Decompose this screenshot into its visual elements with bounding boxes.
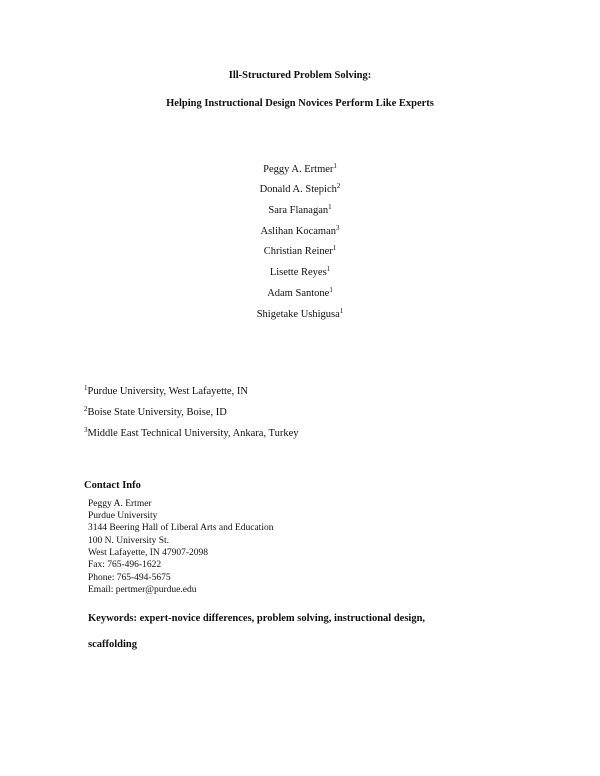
author-item (0, 164, 600, 175)
contact-email: Email: pertmer@purdue.edu (88, 585, 197, 595)
contact-line: Peggy A. Ertmer (88, 499, 152, 509)
contact-line: Fax: 765-496-1622 (88, 560, 162, 570)
author-affiliation-marker: 1 (328, 203, 332, 211)
affiliation-text: Middle East Technical University, Ankara, Turkey (87, 428, 299, 439)
author-name: Peggy A. Ertmer (263, 164, 334, 175)
author-item (0, 184, 600, 195)
affiliation-item (84, 428, 298, 439)
paper-title-line-1: Ill-Structured Problem Solving: (228, 70, 372, 81)
author-affiliation-marker: 3 (336, 224, 340, 232)
author-item (0, 226, 600, 237)
contact-info-heading: Contact Info (84, 480, 141, 491)
author-item (0, 267, 600, 278)
contact-line: West Lafayette, IN 47907-2098 (88, 548, 209, 558)
affiliation-text: Boise State University, Boise, ID (87, 407, 227, 418)
affiliation-marker: 1 (84, 384, 88, 392)
contact-line: 100 N. University St. (88, 536, 170, 546)
author-name: Adam Santone (267, 288, 330, 299)
affiliation-item (84, 407, 227, 418)
affiliation-item (84, 386, 248, 397)
author-name: Aslihan Kocaman (260, 226, 337, 237)
author-item (0, 246, 600, 257)
author-name: Shigetake Ushigusa (256, 309, 340, 320)
author-affiliation-marker: 2 (336, 182, 341, 190)
keywords-line-2: scaffolding (88, 639, 138, 650)
contact-line: 3144 Beering Hall of Liberal Arts and Education (88, 523, 274, 533)
affiliation-marker: 2 (84, 405, 88, 413)
author-affiliation-marker: 1 (339, 307, 344, 315)
author-affiliation-marker: 1 (332, 244, 337, 252)
author-name: Lisette Reyes (269, 267, 327, 278)
keywords-line-1: Keywords: expert-novice differences, problem solving, instructional design, (88, 613, 426, 624)
affiliation-marker: 3 (84, 426, 88, 434)
author-item (0, 309, 600, 320)
author-affiliation-marker: 1 (333, 162, 337, 170)
author-name: Christian Reiner (263, 246, 333, 257)
author-affiliation-marker: 1 (326, 265, 331, 273)
contact-line: Purdue University (88, 511, 158, 521)
author-item (0, 205, 600, 216)
author-name: Sara Flanagan (268, 205, 329, 216)
author-name: Donald A. Stepich (259, 184, 337, 195)
author-item (0, 288, 600, 299)
author-affiliation-marker: 1 (329, 286, 333, 294)
paper-title-line-2: Helping Instructional Design Novices Perform Like Experts (166, 98, 434, 109)
affiliation-text: Purdue University, West Lafayette, IN (87, 386, 248, 397)
contact-line: Phone: 765-494-5675 (88, 573, 171, 583)
